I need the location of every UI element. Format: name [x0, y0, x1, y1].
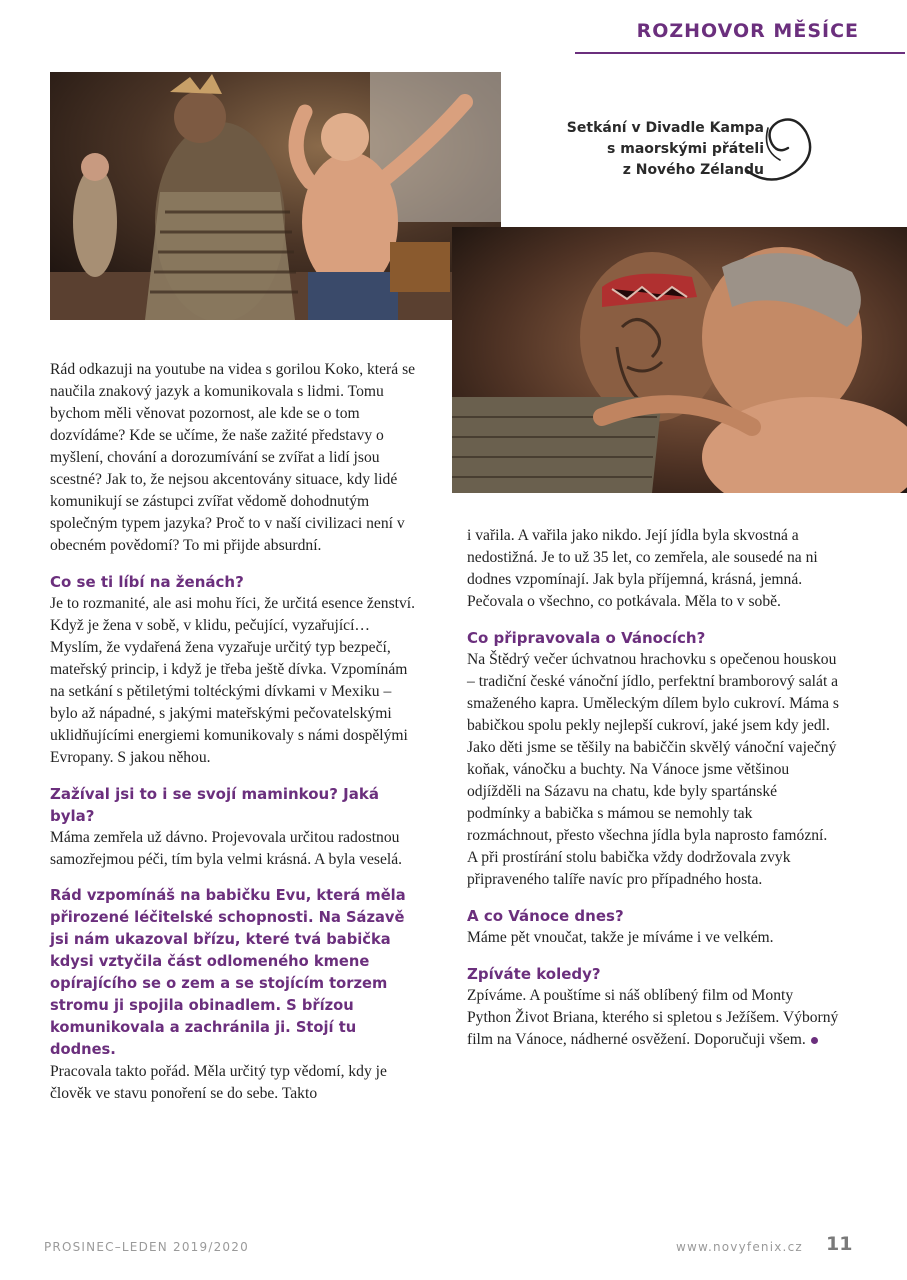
section-rule — [575, 52, 905, 54]
photo-maori-greeting-image — [452, 227, 907, 493]
photo-caption — [549, 118, 764, 181]
interview-question: A co Vánoce dnes? — [467, 907, 624, 925]
photo-maori-greeting — [452, 227, 907, 493]
end-bullet-icon — [811, 1037, 818, 1044]
caption-line: Setkání v Divadle Kampa — [566, 120, 764, 136]
footer-issue: PROSINEC–LEDEN 2019/2020 — [44, 1240, 249, 1254]
photo-stage-performance — [50, 72, 501, 320]
interview-question: Co se ti líbí na ženách? — [50, 573, 244, 591]
caption-line: z Nového Zélandu — [622, 162, 764, 178]
footer-website[interactable]: www.novyfenix.cz — [676, 1240, 803, 1254]
paragraph-text: Zpíváme. A pouštíme si náš oblíbený film od Monty Python Život Briana, kterého si spletou s Ježíšem. Výborný film na Vánoce, nádherné osvěžení. Doporučuji všem. — [467, 987, 839, 1048]
interview-question: Zažíval jsi to i se svojí maminkou? Jaká byla? — [50, 785, 379, 825]
paragraph: Máma zemřela už dávno. Projevovala určitou radostnou samozřejmou péči, tím byla velmi krásná. A byla veselá. — [50, 829, 403, 868]
section-label: ROZHOVOR MĚSÍCE — [636, 20, 859, 42]
interview-question: Zpíváte koledy? — [467, 965, 601, 983]
paragraph: Rád odkazuji na youtube na videa s gorilou Koko, která se naučila znakový jazyk a komunikovala s lidmi. Tomu bychom měli věnovat pozornost, ale kde se o tom dozvídáme? Kde se učíme, že naše zažité představy o myšlení, chování a dorozumívání se zvířat a lidí jsou scestné? Jak to, že nejsou akcentovány situace, kdy lidé komunikují se zástupci zvířat vědomě dohodnutým společným typem jazyka? Proč to v naší civilizaci není v obecném povědomí? To mi přijde absurdní. — [50, 361, 416, 554]
paragraph: Je to rozmanité, ale asi mohu říci, že určitá esence ženství. Když je žena v sobě, v klidu, pečující, vyzařující… Myslím, že vydařená žena vyzařuje určitý typ bezpečí, mateřský princip, i když je třeba ještě dívka. Vzpomínám na setkání s pětiletými toltéckými dívkami v Mexiku – bylo až nápadné, s jakými mateřskými pečovatelskými uklidňujícími energiemi komunikovaly s námi dospělými Evropany. S jakou něhou. — [50, 595, 415, 766]
caption-line: s maorskými přáteli — [607, 141, 764, 157]
page-number: 11 — [826, 1233, 853, 1255]
article-column-right — [467, 525, 839, 1051]
paragraph: Na Štědrý večer úchvatnou hrachovku s opečenou houskou – tradiční české vánoční jídlo, perfektní bramborový salát a smaženého kapra. Uměleckým dílem bylo cukroví. Máma s babičkou spolu pekly nejlepší cukroví, jaké jsem kdy jedl. Jako děti jsme se těšily na babiččin skvělý vánoční vaječný koňak, vánočku a buchty. Na Vánoce jsme většinou odjížděli na Sázavu na chatu, kde byly spartánské podmínky a babička s mámou se nemohly tak rozmáchnout, přesto všechna jídla byla naprosto famózní. A při prostírání stolu babička vždy dodržovala zvyk připraveného talíře navíc pro případného hosta. — [467, 651, 839, 888]
paragraph-final — [467, 985, 839, 1051]
photo-stage-performance-image — [50, 72, 501, 320]
interview-question: Rád vzpomínáš na babičku Evu, která měla přirozené léčitelské schopnosti. Na Sázavě jsi nám ukazoval břízu, které tvá babička kdysi vztyčila část odlomeného kmene opírajícího se o zem a se stojícím torzem stromu ji spojila obinadlem. S břízou komunikovala a zachránila ji. Stojí tu dodnes. — [50, 887, 406, 1058]
paragraph: Pracovala takto pořád. Měla určitý typ vědomí, kdy je člověk ve stavu ponoření se do sebe. Takto — [50, 1063, 387, 1102]
paragraph: i vařila. A vařila jako nikdo. Její jídla byla skvostná a nedostižná. Je to už 35 let, co zemřela, ale sousedé na ni dodnes vzpomínají. Jak byla příjemná, krásná, jemná. Pečovala o všechno, co potkávala. Měla to v sobě. — [467, 527, 818, 610]
decorative-swirl-icon — [740, 110, 820, 185]
interview-question: Co připravovala o Vánocích? — [467, 629, 706, 647]
article-column-left — [50, 359, 420, 1105]
paragraph: Máme pět vnoučat, takže je míváme i ve velkém. — [467, 929, 774, 946]
